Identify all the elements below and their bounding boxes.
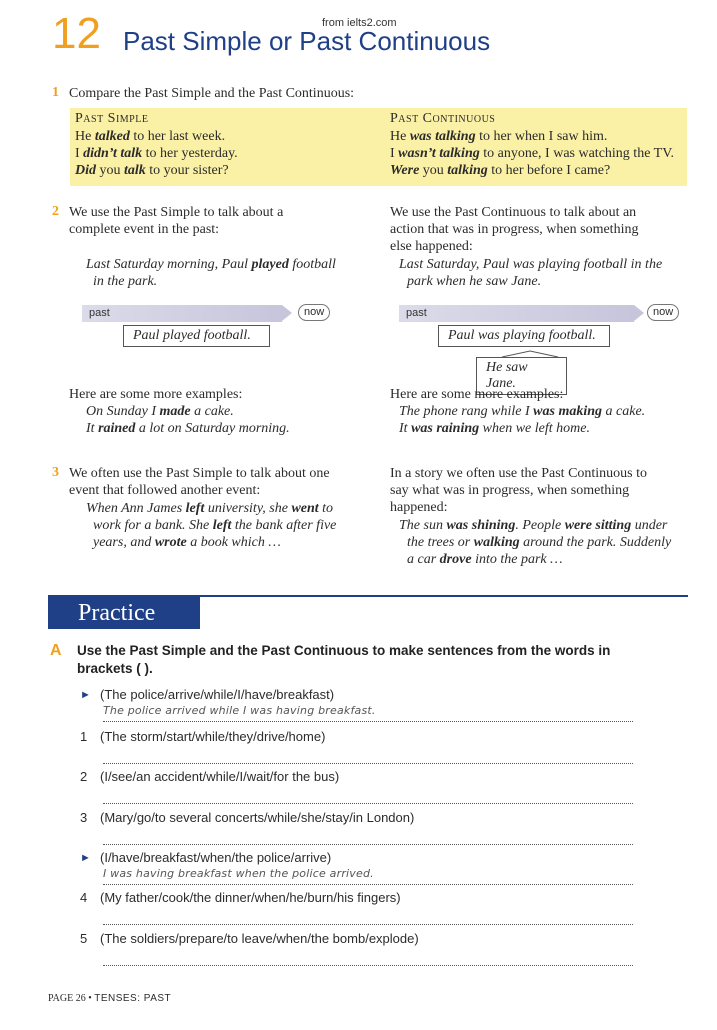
right-more-1: The phone rang while I was making a cake. bbox=[399, 404, 646, 419]
exercise-letter: A bbox=[50, 642, 62, 659]
section-3-left-line-1: We often use the Past Simple to talk about one bbox=[69, 466, 330, 481]
exercise-item-prompt: (I/see/an accident/while/I/wait/for the bus) bbox=[100, 769, 340, 784]
more-examples-right: Here are some more examples: bbox=[390, 387, 564, 402]
left-more-1: On Sunday I made a cake. bbox=[86, 404, 234, 419]
exercise-item-prompt: (The soldiers/prepare/to leave/when/the bomb/explode) bbox=[100, 931, 419, 946]
source-note: from ielts2.com bbox=[322, 17, 397, 29]
past-continuous-timeline-label: Paul was playing football. bbox=[438, 325, 610, 347]
exercise-item-marker: 1 bbox=[80, 729, 88, 744]
section-3-right-example-1: The sun was shining. People were sitting under bbox=[399, 518, 668, 533]
section-number-3: 3 bbox=[52, 465, 59, 480]
section-3-left-line-2: event that followed another event: bbox=[69, 483, 261, 498]
ps-example-1: He talked to her last week. bbox=[75, 129, 226, 144]
exercise-item-marker: 4 bbox=[80, 890, 88, 905]
exercise-item-prompt: (My father/cook/the dinner/when/he/burn/his fingers) bbox=[100, 890, 401, 905]
section-2-right-line-3: else happened: bbox=[390, 239, 473, 254]
section-2-right-example-1: Last Saturday, Paul was playing football in the bbox=[399, 257, 663, 272]
section-2-left-line-1: We use the Past Simple to talk about a bbox=[69, 205, 284, 220]
exercise-instruction-2: brackets ( ). bbox=[77, 661, 153, 676]
section-2-right-example-2: park when he saw Jane. bbox=[407, 274, 542, 289]
pc-example-1: He was talking to her when I saw him. bbox=[390, 129, 608, 144]
pc-example-2: I wasn’t talking to anyone, I was watching the TV. bbox=[390, 146, 675, 161]
now-label-right: now bbox=[647, 304, 679, 321]
section-2-left-line-2: complete event in the past: bbox=[69, 222, 220, 237]
section-3-right-line-1: In a story we often use the Past Continuous to bbox=[390, 466, 648, 481]
answer-line[interactable] bbox=[103, 827, 633, 845]
exercise-item-prompt: (The police/arrive/while/I/have/breakfast) bbox=[100, 687, 335, 702]
now-label-left: now bbox=[298, 304, 330, 321]
pc-example-3: Were you talking to her before I came? bbox=[390, 163, 611, 178]
answer-line[interactable] bbox=[103, 746, 633, 764]
right-more-2: It was raining when we left home. bbox=[399, 421, 590, 436]
section-2-left-example-2: in the park. bbox=[93, 274, 158, 289]
past-simple-heading: Past Simple bbox=[75, 111, 149, 126]
section-2-right-line-2: action that was in progress, when something bbox=[390, 222, 639, 237]
exercise-item-marker: 3 bbox=[80, 810, 88, 825]
interrupting-event-label: He saw Jane. bbox=[476, 357, 567, 395]
past-continuous-heading: Past Continuous bbox=[390, 111, 496, 126]
timeline-bar-left: past bbox=[82, 305, 282, 322]
more-examples-left: Here are some more examples: bbox=[69, 387, 243, 402]
unit-number: 12 bbox=[52, 9, 101, 58]
section-3-left-example-2: work for a bank. She left the bank after five bbox=[93, 518, 337, 533]
section-3-right-line-3: happened: bbox=[390, 500, 448, 515]
exercise-item-marker: 5 bbox=[80, 931, 88, 946]
page-footer: PAGE 26 • TENSES: PAST bbox=[48, 993, 172, 1004]
section-3-right-example-2: the trees or walking around the park. Suddenly bbox=[407, 535, 672, 550]
exercise-item-marker: ► bbox=[80, 852, 91, 864]
exercise-item-prompt: (The storm/start/while/they/drive/home) bbox=[100, 729, 326, 744]
exercise-item-marker: ► bbox=[80, 689, 91, 701]
exercise-instruction-1: Use the Past Simple and the Past Continuous to make sentences from the words in bbox=[77, 643, 611, 658]
section-1-intro: Compare the Past Simple and the Past Continuous: bbox=[69, 86, 355, 101]
section-number-1: 1 bbox=[52, 85, 59, 100]
section-3-right-line-2: say what was in progress, when something bbox=[390, 483, 630, 498]
section-2-left-example-1: Last Saturday morning, Paul played football bbox=[86, 257, 336, 272]
answer-line[interactable] bbox=[103, 786, 633, 804]
left-more-2: It rained a lot on Saturday morning. bbox=[86, 421, 290, 436]
ps-example-3: Did you talk to your sister? bbox=[75, 163, 229, 178]
answer-line[interactable]: I was having breakfast when the police arrived. bbox=[103, 867, 633, 885]
exercise-item-marker: 2 bbox=[80, 769, 88, 784]
section-2-right-line-1: We use the Past Continuous to talk about an bbox=[390, 205, 637, 220]
past-simple-timeline-label: Paul played football. bbox=[123, 325, 270, 347]
timeline-arrow-right bbox=[634, 305, 644, 321]
section-3-left-example-3: years, and wrote a book which … bbox=[93, 535, 281, 550]
exercise-item-prompt: (I/have/breakfast/when/the police/arrive) bbox=[100, 850, 332, 865]
practice-heading: Practice bbox=[48, 597, 200, 629]
section-3-left-example-1: When Ann James left university, she went to bbox=[86, 501, 334, 516]
answer-line[interactable]: The police arrived while I was having breakfast. bbox=[103, 704, 633, 722]
exercise-item-prompt: (Mary/go/to several concerts/while/she/stay/in London) bbox=[100, 810, 415, 825]
answer-line[interactable] bbox=[103, 907, 633, 925]
timeline-arrow-left bbox=[282, 305, 292, 321]
unit-title: Past Simple or Past Continuous bbox=[123, 26, 491, 56]
answer-line[interactable] bbox=[103, 948, 633, 966]
ps-example-2: I didn’t talk to her yesterday. bbox=[75, 146, 238, 161]
section-3-right-example-3: a car drove into the park … bbox=[407, 552, 563, 567]
timeline-bar-right: past bbox=[399, 305, 634, 322]
section-number-2: 2 bbox=[52, 204, 59, 219]
